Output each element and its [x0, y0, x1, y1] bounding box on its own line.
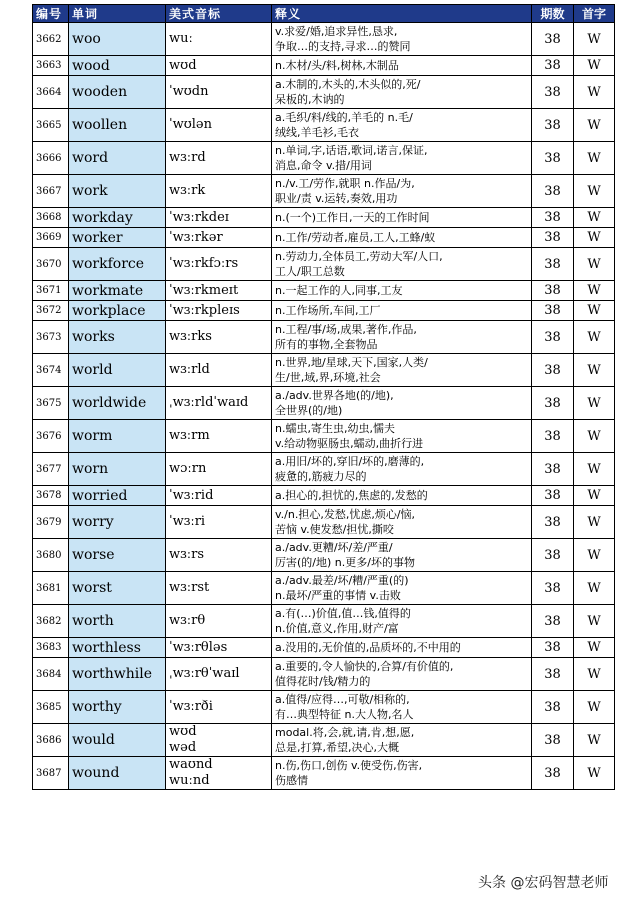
- entry-initial: W: [574, 301, 615, 321]
- entry-phonetic: [166, 757, 272, 790]
- table-row: [33, 420, 615, 453]
- entry-initial: W: [574, 23, 615, 56]
- entry-definition-line: n.世界,地/星球,天下,国家,人类/: [275, 356, 428, 369]
- entry-phonetic-line: ˈwɜːrði: [169, 699, 213, 714]
- entry-definition: [272, 109, 532, 142]
- entry-phonetic: [166, 76, 272, 109]
- entry-issue: 38: [532, 572, 574, 605]
- entry-phonetic-line: wuː: [169, 31, 193, 46]
- entry-phonetic: [166, 658, 272, 691]
- entry-definition: [272, 658, 532, 691]
- entry-definition: [272, 23, 532, 56]
- entry-word: worthless: [69, 638, 166, 658]
- entry-phonetic-line: waʊnd: [169, 757, 213, 772]
- entry-phonetic-line: ˈwɜːrkdeɪ: [169, 209, 229, 225]
- entry-definition-line: v.求爱/婚,追求异性,恳求,: [275, 25, 398, 38]
- entry-phonetic: [166, 572, 272, 605]
- table-row: [33, 506, 615, 539]
- entry-phonetic: [166, 691, 272, 724]
- entry-phonetic: [166, 605, 272, 638]
- entry-number: 3674: [33, 354, 69, 387]
- entry-phonetic: [166, 248, 272, 281]
- entry-word: woo: [69, 23, 166, 56]
- entry-definition-line: 职业/责 v.运转,奏效,用功: [275, 192, 398, 205]
- entry-initial: W: [574, 605, 615, 638]
- entry-issue: 38: [532, 321, 574, 354]
- entry-phonetic-line: ˈwɜːri: [169, 514, 206, 529]
- entry-definition-line: a./adv.世界各地(的/地),: [275, 389, 394, 402]
- entry-word: worker: [69, 228, 166, 248]
- entry-phonetic: [166, 486, 272, 506]
- table-row: [33, 354, 615, 387]
- entry-definition: [272, 248, 532, 281]
- entry-definition: [272, 76, 532, 109]
- entry-initial: W: [574, 321, 615, 354]
- entry-definition-line: 全世界(的/地): [275, 404, 343, 417]
- entry-word: wound: [69, 757, 166, 790]
- entry-number: 3669: [33, 228, 69, 248]
- entry-phonetic: [166, 506, 272, 539]
- entry-issue: 38: [532, 76, 574, 109]
- entry-issue: 38: [532, 420, 574, 453]
- entry-number: 3678: [33, 486, 69, 506]
- entry-phonetic: [166, 281, 272, 301]
- header-issue: 期数: [532, 5, 574, 23]
- entry-phonetic-line: ˈwʊdn: [169, 84, 209, 99]
- entry-phonetic-line: wɜːrm: [169, 428, 210, 443]
- entry-definition: [272, 638, 532, 658]
- entry-definition-line: n.劳动力,全体员工,劳动大军/人口,: [275, 250, 443, 263]
- entry-definition-line: n.一起工作的人,同事,工友: [275, 284, 403, 297]
- entry-number: 3668: [33, 208, 69, 228]
- entry-word: worm: [69, 420, 166, 453]
- entry-word: workforce: [69, 248, 166, 281]
- entry-phonetic-line: wɜːrld: [169, 362, 210, 377]
- entry-definition-line: 苦恼 v.使发愁/担忧,撕咬: [275, 523, 394, 536]
- entry-definition: [272, 691, 532, 724]
- entry-issue: 38: [532, 281, 574, 301]
- entry-word: word: [69, 142, 166, 175]
- entry-initial: W: [574, 572, 615, 605]
- entry-definition-line: a.没用的,无价值的,品质坏的,不中用的: [275, 641, 461, 654]
- table-row: [33, 638, 615, 658]
- entry-initial: W: [574, 539, 615, 572]
- entry-definition: [272, 281, 532, 301]
- entry-definition: [272, 724, 532, 757]
- entry-definition-line: a.值得/应得…,可敬/相称的,: [275, 693, 410, 706]
- entry-phonetic-line: wɜːrst: [169, 580, 210, 595]
- table-row: [33, 109, 615, 142]
- table-row: [33, 175, 615, 208]
- table-row: [33, 76, 615, 109]
- table-row: [33, 658, 615, 691]
- entry-issue: 38: [532, 301, 574, 321]
- entry-issue: 38: [532, 691, 574, 724]
- entry-issue: 38: [532, 453, 574, 486]
- entry-word: would: [69, 724, 166, 757]
- entry-initial: W: [574, 387, 615, 420]
- entry-phonetic-line: wɜːrd: [169, 150, 206, 165]
- entry-number: 3663: [33, 56, 69, 76]
- table-row: [33, 539, 615, 572]
- entry-initial: W: [574, 658, 615, 691]
- vocabulary-table: [32, 4, 615, 790]
- header-initial: 首字: [574, 5, 615, 23]
- entry-phonetic: [166, 175, 272, 208]
- entry-phonetic-line: ˈwʊlən: [169, 117, 212, 132]
- entry-word: world: [69, 354, 166, 387]
- entry-phonetic-line: ˈwɜːrkfɔːrs: [169, 256, 239, 271]
- entry-issue: 38: [532, 757, 574, 790]
- entry-phonetic-line: wəd: [169, 740, 197, 755]
- entry-phonetic-line: wuːnd: [169, 773, 210, 788]
- entry-definition-line: n.工作/劳动者,雇员,工人,工蜂/蚁: [275, 231, 436, 244]
- entry-issue: 38: [532, 142, 574, 175]
- entry-number: 3670: [33, 248, 69, 281]
- entry-phonetic: [166, 724, 272, 757]
- entry-definition: [272, 453, 532, 486]
- table-row: [33, 605, 615, 638]
- entry-issue: 38: [532, 486, 574, 506]
- entry-definition-line: 消息,命令 v.措/用词: [275, 159, 372, 172]
- entry-number: 3684: [33, 658, 69, 691]
- entry-definition: [272, 387, 532, 420]
- entry-definition-line: 绒线,羊毛衫,毛衣: [275, 126, 359, 139]
- entry-phonetic-line: ˈwɜːrid: [169, 487, 214, 503]
- entry-definition-line: a./adv.更糟/坏/差/严重/: [275, 541, 393, 554]
- entry-issue: 38: [532, 387, 574, 420]
- header-definition: 释义: [272, 5, 532, 23]
- entry-initial: W: [574, 142, 615, 175]
- table-row: [33, 228, 615, 248]
- entry-initial: W: [574, 420, 615, 453]
- entry-word: worst: [69, 572, 166, 605]
- table-row: [33, 486, 615, 506]
- entry-definition-line: 厉害(的/地) n.更多/坏的事物: [275, 556, 415, 569]
- entry-definition: [272, 301, 532, 321]
- entry-number: 3679: [33, 506, 69, 539]
- entry-phonetic-line: wɜːrk: [169, 183, 206, 198]
- entry-definition-line: 值得花时/钱/精力的: [275, 675, 371, 688]
- entry-phonetic-line: wʊd: [169, 724, 197, 739]
- entry-issue: 38: [532, 109, 574, 142]
- entry-phonetic-line: wɔːrn: [169, 461, 207, 476]
- entry-issue: 38: [532, 56, 574, 76]
- entry-phonetic: [166, 539, 272, 572]
- entry-definition-line: 呆板的,木讷的: [275, 93, 345, 106]
- entry-issue: 38: [532, 539, 574, 572]
- entry-phonetic: [166, 387, 272, 420]
- entry-word: work: [69, 175, 166, 208]
- entry-definition-line: n.工程/事/场,成果,著作,作品,: [275, 323, 417, 336]
- entry-definition-line: 总是,打算,希望,决心,大概: [275, 741, 399, 754]
- entry-definition: [272, 175, 532, 208]
- table-row: [33, 23, 615, 56]
- entry-number: 3671: [33, 281, 69, 301]
- entry-initial: W: [574, 208, 615, 228]
- entry-word: worn: [69, 453, 166, 486]
- entry-issue: 38: [532, 175, 574, 208]
- entry-definition-line: a.担心的,担忧的,焦虑的,发愁的: [275, 489, 428, 502]
- entry-word: worried: [69, 486, 166, 506]
- entry-word: workday: [69, 208, 166, 228]
- header-word: 单词: [69, 5, 166, 23]
- entry-definition-line: 所有的事物,全套物品: [275, 338, 378, 351]
- entry-initial: W: [574, 691, 615, 724]
- entry-phonetic-line: wɜːrθ: [169, 613, 206, 628]
- entry-phonetic-line: wɜːrs: [169, 547, 205, 562]
- entry-definition-line: a.有(…)价值,值…钱,值得的: [275, 607, 411, 620]
- entry-word: works: [69, 321, 166, 354]
- entry-phonetic-line: wɜːrks: [169, 329, 212, 344]
- table-row: [33, 301, 615, 321]
- entry-number: 3686: [33, 724, 69, 757]
- entry-number: 3687: [33, 757, 69, 790]
- entry-issue: 38: [532, 724, 574, 757]
- header-row: [33, 5, 615, 23]
- header-number: 编号: [33, 5, 69, 23]
- entry-phonetic-line: wʊd: [169, 57, 197, 73]
- table-row: [33, 724, 615, 757]
- entry-word: workplace: [69, 301, 166, 321]
- entry-phonetic: [166, 56, 272, 76]
- entry-definition-line: n.工作场所,车间,工厂: [275, 304, 381, 317]
- table-row: [33, 56, 615, 76]
- entry-initial: W: [574, 757, 615, 790]
- entry-definition-line: n.伤,伤口,创伤 v.使受伤,伤害,: [275, 759, 423, 772]
- entry-definition: [272, 208, 532, 228]
- entry-number: 3681: [33, 572, 69, 605]
- entry-word: worldwide: [69, 387, 166, 420]
- table-row: [33, 142, 615, 175]
- entry-definition-line: v./n.担心,发愁,忧虑,烦心/恼,: [275, 508, 416, 521]
- entry-initial: W: [574, 354, 615, 387]
- entry-definition-line: a./adv.最差/坏/糟/严重(的): [275, 574, 409, 587]
- entry-word: worthy: [69, 691, 166, 724]
- entry-definition-line: 争取…的支持,寻求…的赞同: [275, 40, 411, 53]
- entry-definition-line: a.用旧/坏的,穿旧/坏的,磨薄的,: [275, 455, 425, 468]
- entry-number: 3662: [33, 23, 69, 56]
- entry-number: 3666: [33, 142, 69, 175]
- entry-initial: W: [574, 175, 615, 208]
- watermark: 头条 @宏码智慧老师: [478, 875, 609, 891]
- entry-definition: [272, 321, 532, 354]
- entry-word: worse: [69, 539, 166, 572]
- entry-definition-line: n.木材/头/料,树林,木制品: [275, 59, 399, 72]
- entry-phonetic: [166, 208, 272, 228]
- entry-number: 3673: [33, 321, 69, 354]
- entry-initial: W: [574, 109, 615, 142]
- entry-number: 3682: [33, 605, 69, 638]
- entry-definition-line: 生/世,域,界,环境,社会: [275, 371, 381, 384]
- entry-definition: [272, 486, 532, 506]
- table-row: [33, 691, 615, 724]
- entry-initial: W: [574, 56, 615, 76]
- entry-definition: [272, 228, 532, 248]
- entry-definition: [272, 354, 532, 387]
- entry-definition-line: a.重要的,令人愉快的,合算/有价值的,: [275, 660, 454, 673]
- entry-phonetic: [166, 354, 272, 387]
- entry-initial: W: [574, 506, 615, 539]
- entry-phonetic: [166, 23, 272, 56]
- entry-initial: W: [574, 724, 615, 757]
- entry-word: worthwhile: [69, 658, 166, 691]
- entry-number: 3675: [33, 387, 69, 420]
- entry-definition: [272, 572, 532, 605]
- entry-definition: [272, 506, 532, 539]
- entry-definition-line: modal.将,会,就,请,肯,想,愿,: [275, 726, 415, 739]
- table-row: [33, 453, 615, 486]
- entry-issue: 38: [532, 638, 574, 658]
- entry-number: 3677: [33, 453, 69, 486]
- entry-number: 3685: [33, 691, 69, 724]
- entry-issue: 38: [532, 228, 574, 248]
- entry-phonetic: [166, 420, 272, 453]
- table-row: [33, 321, 615, 354]
- entry-definition-line: n.单词,字,话语,歌词,诺言,保证,: [275, 144, 428, 157]
- entry-phonetic: [166, 228, 272, 248]
- entry-phonetic: [166, 453, 272, 486]
- entry-phonetic-line: ˈwɜːrkər: [169, 229, 223, 245]
- entry-definition-line: n.蠕虫,寄生虫,幼虫,懦夫: [275, 422, 395, 435]
- entry-phonetic-line: ˌwɜːrθˈwaɪl: [169, 666, 240, 681]
- entry-definition-line: 有…典型特征 n.大人物,名人: [275, 708, 414, 721]
- entry-definition-line: a.毛织/料/线的,羊毛的 n.毛/: [275, 111, 413, 124]
- table-row: [33, 248, 615, 281]
- entry-issue: 38: [532, 605, 574, 638]
- entry-word: woollen: [69, 109, 166, 142]
- entry-number: 3665: [33, 109, 69, 142]
- entry-number: 3664: [33, 76, 69, 109]
- entry-number: 3680: [33, 539, 69, 572]
- entry-initial: W: [574, 638, 615, 658]
- entry-definition-line: 工人/职工总数: [275, 265, 345, 278]
- entry-phonetic: [166, 109, 272, 142]
- entry-definition-line: n.价值,意义,作用,财产/富: [275, 622, 399, 635]
- entry-phonetic: [166, 638, 272, 658]
- entry-definition: [272, 757, 532, 790]
- entry-initial: W: [574, 76, 615, 109]
- entry-definition: [272, 605, 532, 638]
- table-row: [33, 281, 615, 301]
- entry-word: wood: [69, 56, 166, 76]
- entry-definition-line: 疲惫的,筋疲力尽的: [275, 470, 367, 483]
- entry-definition-line: n.(一个)工作日,一天的工作时间: [275, 211, 430, 224]
- table-row: [33, 757, 615, 790]
- entry-definition: [272, 56, 532, 76]
- entry-issue: 38: [532, 248, 574, 281]
- entry-issue: 38: [532, 208, 574, 228]
- header-phonetic: 美式音标: [166, 5, 272, 23]
- entry-word: worry: [69, 506, 166, 539]
- entry-number: 3676: [33, 420, 69, 453]
- entry-definition: [272, 142, 532, 175]
- entry-initial: W: [574, 453, 615, 486]
- entry-phonetic: [166, 321, 272, 354]
- entry-issue: 38: [532, 506, 574, 539]
- entry-phonetic-line: ˈwɜːrkpleɪs: [169, 302, 240, 318]
- entry-word: workmate: [69, 281, 166, 301]
- entry-phonetic-line: ˌwɜːrldˈwaɪd: [169, 395, 249, 410]
- table-row: [33, 208, 615, 228]
- entry-definition-line: a.木制的,木头的,木头似的,死/: [275, 78, 421, 91]
- table-row: [33, 572, 615, 605]
- entry-number: 3667: [33, 175, 69, 208]
- entry-definition-line: n.最坏/严重的事情 v.击败: [275, 589, 401, 602]
- entry-phonetic-line: ˈwɜːrθləs: [169, 639, 228, 655]
- entry-issue: 38: [532, 658, 574, 691]
- entry-number: 3672: [33, 301, 69, 321]
- entry-initial: W: [574, 228, 615, 248]
- entry-phonetic: [166, 142, 272, 175]
- entry-phonetic-line: ˈwɜːrkmeɪt: [169, 282, 239, 298]
- entry-definition: [272, 420, 532, 453]
- entry-initial: W: [574, 486, 615, 506]
- entry-initial: W: [574, 281, 615, 301]
- entry-number: 3683: [33, 638, 69, 658]
- entry-word: wooden: [69, 76, 166, 109]
- table-row: [33, 387, 615, 420]
- entry-definition-line: 伤感情: [275, 774, 308, 787]
- entry-phonetic: [166, 301, 272, 321]
- entry-definition-line: n./v.工/劳作,就职 n.作品/为,: [275, 177, 415, 190]
- entry-definition: [272, 539, 532, 572]
- entry-initial: W: [574, 248, 615, 281]
- entry-word: worth: [69, 605, 166, 638]
- entry-definition-line: v.给动物驱肠虫,蠕动,曲折行进: [275, 437, 424, 450]
- entry-issue: 38: [532, 23, 574, 56]
- entry-issue: 38: [532, 354, 574, 387]
